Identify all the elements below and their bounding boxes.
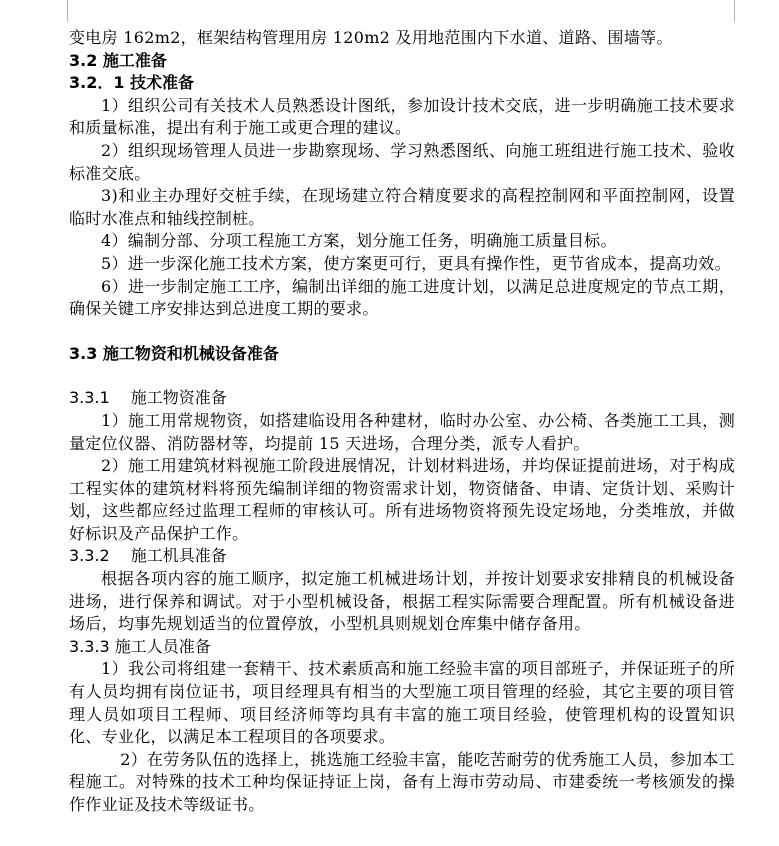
tech-item-2: 2）组织现场管理人员进一步勘察现场、学习熟悉图纸、向施工班组进行施工技术、验收标准交底。 (69, 140, 735, 183)
heading-materials-preparation: 3.3.1 施工物资准备 (69, 388, 227, 408)
document-page (69, 27, 735, 817)
tech-item-6: 6）进一步制定施工工序，编制出详细的施工进度计划，以满足总进度规定的节点工期，确保关键工序安排达到总进度工期的要求。 (69, 276, 735, 319)
materials-item-2: 2）施工用建筑材料视施工阶段进展情况，计划材料进场，并均保证提前进场，对于构成工程实体的建筑材料将预先编制详细的物资需求计划，物资储备、申请、定货计划、采购计划，这些都应经过监理工程师的审核认可。所有进场物资将预先设定场地，分类堆放，并做好标识及产品保护工作。 (69, 456, 735, 543)
heading-personnel-preparation: 3.3.3 施工人员准备 (69, 636, 211, 656)
heading-construction-preparation: 3.2 施工准备 (69, 50, 167, 70)
materials-item-1: 1）施工用常规物资，如搭建临设用各种建材，临时办公室、办公椅、各类施工工具，测量定位仪器、消防器材等，均提前 15 天进场，合理分类，派专人看护。 (69, 410, 735, 453)
heading-technical-preparation: 3.2．1 技术准备 (69, 73, 195, 93)
tech-item-1: 1）组织公司有关技术人员熟悉设计图纸，参加设计技术交底，进一步明确施工技术要求和质量标准，提出有利于施工或更合理的建议。 (69, 95, 735, 138)
paragraph-scope: 变电房 162m2，框架结构管理用房 120m2 及用地范围内下水道、道路、围墙等。 (69, 28, 673, 47)
tech-item-3: 3)和业主办理好交桩手续，在现场建立符合精度要求的高程控制网和平面控制网，设置临时水准点和轴线控制桩。 (69, 186, 735, 228)
personnel-item-2: 2）在劳务队伍的选择上，挑选施工经验丰富，能吃苦耐劳的优秀施工人员，参加本工程施工。对特殊的技术工种均保证持证上岗，备有上海市劳动局、市建委统一考核颁发的操作作业证及技术等级证书。 (69, 749, 735, 814)
machinery-paragraph: 根据各项内容的施工顺序，拟定施工机械进场计划，并按计划要求安排精良的机械设备进场，进行保养和调试。对于小型机械设备，根据工程实际需要合理配置。所有机械设备进场后，均事先规划适当的位置停放，小型机具则规划仓库集中储存备用。 (69, 569, 735, 634)
page-corner-mark-right (734, 0, 735, 22)
heading-materials-and-equipment: 3.3 施工物资和机械设备准备 (69, 343, 279, 363)
tech-item-5: 5）进一步深化施工技术方案，使方案更可行，更具有操作性，更节省成本，提高功效。 (101, 253, 731, 273)
personnel-item-1: 1）我公司将组建一套精干、技术素质高和施工经验丰富的项目部班子，并保证班子的所有人员均拥有岗位证书，项目经理具有相当的大型施工项目管理的经验，其它主要的项目管理人员如项目工程师、项目经济师等均具有丰富的施工项目经验，使管理机构的设置知识化、专业化，以满足本工程项目的各项要求。 (69, 659, 735, 747)
heading-machinery-preparation: 3.3.2 施工机具准备 (69, 546, 227, 566)
page-corner-mark-left (67, 0, 68, 22)
tech-item-4: 4）编制分部、分项工程施工方案，划分施工任务，明确施工质量目标。 (101, 231, 617, 251)
